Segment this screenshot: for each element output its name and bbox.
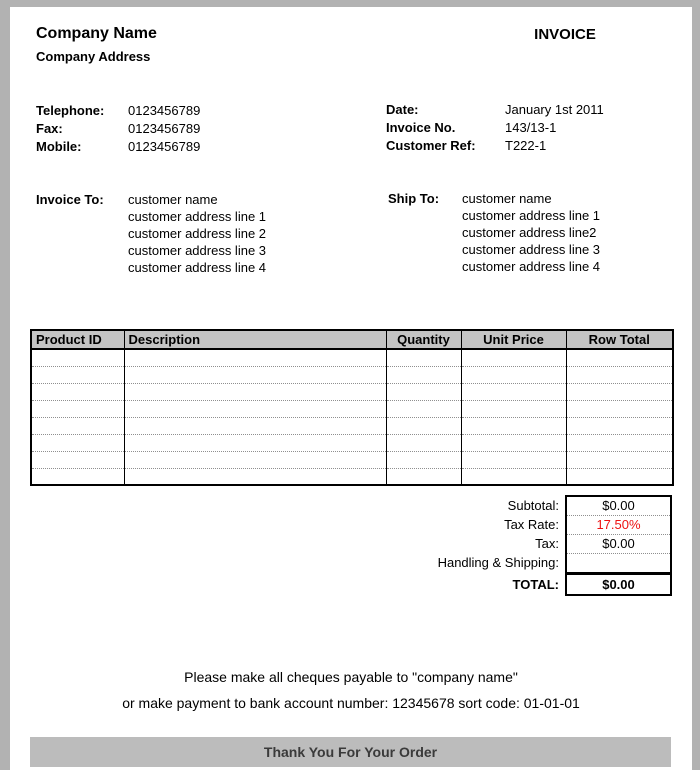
fax-value: 0123456789: [128, 121, 201, 136]
date-row: [386, 101, 604, 119]
table-row: [31, 468, 673, 485]
table-cell: [461, 383, 566, 400]
ship-to-lines: [462, 190, 600, 275]
mobile-label: Mobile:: [36, 139, 82, 154]
table-cell: [386, 451, 461, 468]
table-cell: [461, 417, 566, 434]
contact-block: [36, 102, 200, 156]
company-block: [36, 24, 157, 65]
ship-to-block: [388, 190, 600, 275]
total-value: $0.00: [565, 573, 672, 596]
table-cell: [386, 434, 461, 451]
table-cell: [124, 468, 386, 485]
column-header-row-total: Row Total: [566, 330, 673, 349]
invoice-meta-block: [386, 101, 604, 155]
mobile-value: 0123456789: [128, 139, 201, 154]
table-cell: [124, 417, 386, 434]
fax-label: Fax:: [36, 121, 63, 136]
table-cell: [124, 349, 386, 366]
invoice-to-lines: [128, 191, 266, 276]
table-cell: [461, 451, 566, 468]
items-table: [30, 329, 674, 486]
column-header-product-id: Product ID: [31, 330, 124, 349]
totals-section: [30, 495, 672, 600]
invoice-to-line: customer address line 4: [128, 260, 267, 275]
customer-ref-label: Customer Ref:: [386, 138, 476, 153]
table-cell: [386, 383, 461, 400]
totals-labels: [30, 496, 565, 572]
table-cell: [31, 366, 124, 383]
table-cell: [566, 451, 673, 468]
invoice-no-row: [386, 119, 604, 137]
table-cell: [386, 400, 461, 417]
total-label: TOTAL:: [512, 577, 559, 592]
table-row: [31, 366, 673, 383]
column-header-quantity: Quantity: [386, 330, 461, 349]
column-header-unit-price: Unit Price: [461, 330, 566, 349]
table-cell: [386, 366, 461, 383]
thank-you-text: Thank You For Your Order: [263, 744, 438, 760]
totals-value-box: [565, 495, 672, 574]
telephone-label: Telephone:: [36, 103, 105, 118]
table-row: [31, 383, 673, 400]
table-row: [31, 417, 673, 434]
ship-to-line: customer name: [462, 191, 552, 206]
table-cell: [124, 451, 386, 468]
tax-rate-value: 17.50%: [567, 516, 670, 535]
ship-to-line: customer address line 4: [462, 259, 601, 274]
table-cell: [386, 349, 461, 366]
table-row: [31, 434, 673, 451]
invoice-to-line: customer address line 2: [128, 226, 267, 241]
invoice-title: INVOICE: [534, 26, 596, 43]
subtotal-value: $0.00: [567, 497, 670, 516]
table-cell: [386, 468, 461, 485]
table-row: [31, 451, 673, 468]
table-cell: [124, 434, 386, 451]
date-value: January 1st 2011: [505, 102, 604, 117]
mobile-row: [36, 138, 200, 156]
table-cell: [566, 417, 673, 434]
table-cell: [31, 434, 124, 451]
table-cell: [31, 383, 124, 400]
company-name: Company Name: [36, 25, 157, 42]
invoice-to-label: Invoice To:: [36, 192, 104, 207]
handling-shipping-value: [567, 554, 670, 572]
cheque-note: Please make all cheques payable to "company name": [184, 669, 518, 685]
invoice-to-line: customer name: [128, 192, 218, 207]
invoice-to-line: customer address line 3: [128, 243, 267, 258]
table-cell: [566, 366, 673, 383]
subtotal-label: Subtotal:: [507, 498, 559, 513]
handling-shipping-label: Handling & Shipping:: [437, 555, 559, 570]
items-header-row: [31, 330, 673, 349]
table-cell: [31, 349, 124, 366]
table-cell: [31, 400, 124, 417]
table-cell: [461, 366, 566, 383]
table-cell: [31, 417, 124, 434]
table-cell: [31, 451, 124, 468]
invoice-to-line: customer address line 1: [128, 209, 267, 224]
table-cell: [566, 349, 673, 366]
invoice-no-label: Invoice No.: [386, 120, 456, 135]
invoice-to-block: [36, 191, 266, 276]
table-cell: [461, 434, 566, 451]
customer-ref-row: [386, 137, 604, 155]
date-label: Date:: [386, 102, 419, 117]
invoice-no-value: 143/13-1: [505, 120, 557, 135]
table-row: [31, 349, 673, 366]
telephone-value: 0123456789: [128, 103, 201, 118]
ship-to-line: customer address line 1: [462, 208, 601, 223]
thank-you-bar: [30, 737, 671, 767]
table-cell: [566, 434, 673, 451]
tax-value: $0.00: [567, 535, 670, 554]
tax-label: Tax:: [535, 536, 559, 551]
bank-note: or make payment to bank account number: 12345678 sort code: 01-01-01: [122, 695, 580, 711]
customer-ref-value: T222-1: [505, 138, 547, 153]
table-cell: [566, 383, 673, 400]
ship-to-line: customer address line2: [462, 225, 597, 240]
table-cell: [566, 468, 673, 485]
table-cell: [461, 349, 566, 366]
ship-to-line: customer address line 3: [462, 242, 601, 257]
table-cell: [386, 417, 461, 434]
table-cell: [566, 400, 673, 417]
table-cell: [124, 366, 386, 383]
fax-row: [36, 120, 200, 138]
company-address: Company Address: [36, 49, 151, 64]
table-cell: [31, 468, 124, 485]
table-cell: [461, 468, 566, 485]
column-header-description: Description: [124, 330, 386, 349]
table-cell: [124, 383, 386, 400]
tax-rate-label: Tax Rate:: [504, 517, 559, 532]
telephone-row: [36, 102, 200, 120]
ship-to-label: Ship To:: [388, 191, 440, 206]
table-cell: [461, 400, 566, 417]
table-cell: [124, 400, 386, 417]
table-row: [31, 400, 673, 417]
